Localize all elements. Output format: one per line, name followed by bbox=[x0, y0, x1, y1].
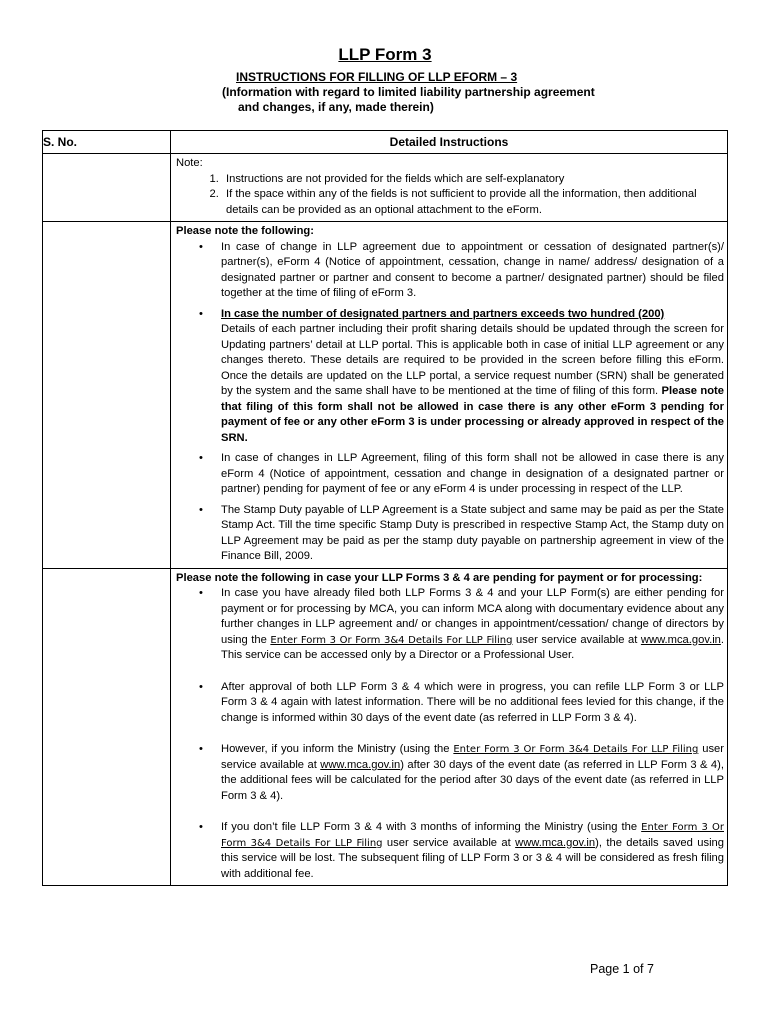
bullet-icon: • bbox=[199, 452, 203, 464]
list-item bbox=[176, 240, 724, 302]
bullet-list bbox=[176, 586, 724, 882]
list-item bbox=[176, 307, 724, 447]
list-item bbox=[176, 503, 724, 565]
bullet-text: . This service can be accessed only by a Director or a Professional User. bbox=[221, 633, 725, 661]
mca-url-link[interactable]: www.mca.gov.in bbox=[515, 836, 596, 849]
bullet-icon: • bbox=[199, 587, 203, 599]
page-number: Page 1 of 7 bbox=[590, 962, 654, 976]
section-heading: Please note the following in case your LLP Forms 3 & 4 are pending for payment or for processing: bbox=[176, 571, 703, 584]
bullet-icon: • bbox=[199, 821, 203, 833]
bullet-text: After approval of both LLP Form 3 & 4 which were in progress, you can refile LLP Form 3 or LLP Form 3 & 4 again with latest information. There will be no additional fees levied for this change, if the change is informed within 30 days of the event date (as referred in LLP Form 3 & 4). bbox=[221, 680, 724, 724]
note-title: Note: bbox=[176, 157, 203, 169]
bullet-icon: • bbox=[199, 307, 203, 320]
list-item bbox=[176, 586, 724, 664]
bullet-text: The Stamp Duty payable of LLP Agreement is a State subject and same may be paid as per the State Stamp Act. Till the time specific Stamp Duty is prescribed in respective Stamp Act, the Stamp duty on LLP Agreement may be paid as per the stamp duty payable on partnership agreement in view of the Finance Bill, 2009. bbox=[221, 503, 724, 562]
bullet-text: user service available at bbox=[382, 836, 516, 849]
bullet-text: ), the details saved using this service will be lost. The subsequent filing of LLP Form 3 or 3 & 4 will be considered as fresh filing with additional fee. bbox=[221, 836, 725, 880]
details-cell bbox=[171, 568, 728, 886]
subtitle-line-2: (Information with regard to limited liability partnership agreement bbox=[222, 85, 595, 99]
details-cell bbox=[171, 222, 728, 569]
service-link[interactable]: Enter Form 3 Or Form 3&4 Details For LLP Filing bbox=[221, 822, 724, 849]
list-item bbox=[176, 820, 724, 882]
sno-cell bbox=[43, 222, 171, 569]
table-row-section-1 bbox=[43, 222, 728, 569]
instructions-table bbox=[42, 130, 728, 886]
bullet-text: In case of changes in LLP Agreement, filing of this form shall not be allowed in case there is any eForm 4 (Notice of appointment, cessation and change in designation of a designated partner or partner) pending for payment of fee or any eForm 4 is under processing in respect of the LLP. bbox=[221, 452, 724, 495]
sno-cell bbox=[43, 568, 171, 886]
bullet-text: user service available at bbox=[221, 743, 724, 771]
note-list bbox=[176, 172, 724, 219]
list-item bbox=[176, 742, 724, 804]
bullet-icon: • bbox=[199, 503, 203, 516]
note-item: 2. If the space within any of the fields is not sufficient to provide all the information, then additional details can be provided as an optional attachment to the eForm. bbox=[222, 187, 724, 218]
subtitle-line-3: and changes, if any, made therein) bbox=[238, 100, 434, 114]
table-row-note bbox=[43, 154, 728, 222]
bullet-bold-text: Please note that filing of this form shall not be allowed in case there is any other eForm 3 pending for payment of fee or any other eForm 3 is under processing or already approved in respect of the SRN. bbox=[221, 385, 725, 444]
table-row-section-2 bbox=[43, 568, 728, 886]
sno-cell bbox=[43, 154, 171, 222]
bullet-icon: • bbox=[199, 240, 203, 253]
note-item: 1. Instructions are not provided for the fields which are self-explanatory bbox=[222, 172, 724, 188]
bullet-icon: • bbox=[199, 680, 203, 693]
bullet-text: However, if you inform the Ministry (using the bbox=[221, 743, 454, 755]
bullet-heading: In case the number of designated partners and partners exceeds two hundred (200) bbox=[221, 307, 665, 320]
table-header-row bbox=[43, 131, 728, 154]
details-cell bbox=[171, 154, 728, 222]
service-link[interactable]: Enter Form 3 Or Form 3&4 Details For LLP Filing bbox=[270, 634, 513, 646]
subtitle-line-1: INSTRUCTIONS FOR FILLING OF LLP EFORM – 3 bbox=[236, 70, 518, 84]
col-header-details: Detailed Instructions bbox=[171, 131, 728, 154]
mca-url-link[interactable]: www.mca.gov.in bbox=[320, 758, 401, 771]
bullet-text: ) after 30 days of the event date (as referred in LLP Form 3 & 4), the additional fees will be calculated for the period after 30 days of the event date (as referred in LLP Form 3 & 4). bbox=[221, 758, 724, 802]
bullet-text: user service available at bbox=[512, 633, 641, 646]
page-title: LLP Form 3 bbox=[338, 45, 432, 64]
bullet-text: Details of each partner including their profit sharing details should be updated through the screen for Updating partners’ detail at LLP portal. This is applicable both in case of initial LLP agreement or any changes thereto. These details are required to be provided in the screen before filling this eForm. Once the details are updated on the LLP portal, a service request number (SRN) shall be generated by the system and the same shall have to be mentioned at the time of filing of this form. bbox=[221, 323, 724, 397]
service-link[interactable]: Enter Form 3 Or Form 3&4 Details For LLP Filing bbox=[453, 744, 699, 755]
bullet-text: In case of change in LLP agreement due to appointment or cessation of designated partner(s)/ partner(s), eForm 4 (Notice of appointment, cessation, change in name/ address/ designation of a designated partner or partner and consent to become a partner/ designated partner) should be filed together at the time of filing of eForm 3. bbox=[221, 240, 724, 299]
section-heading: Please note the following: bbox=[176, 225, 314, 237]
bullet-list bbox=[176, 240, 724, 565]
bullet-icon: • bbox=[199, 743, 203, 755]
col-header-sno: S. No. bbox=[43, 131, 171, 154]
bullet-text: If you don’t file LLP Form 3 & 4 with 3 months of informing the Ministry (using the bbox=[221, 821, 642, 833]
list-item bbox=[176, 680, 724, 727]
list-item bbox=[176, 451, 724, 498]
bullet-text: In case you have already filed both LLP Forms 3 & 4 and your LLP Form(s) are either pending for payment or for processing by MCA, you can inform MCA along with documentary evidence about any further changes in LLP agreement and/ or changes in appointment/cessation/ change of directors by using the bbox=[221, 587, 724, 646]
mca-url-link[interactable]: www.mca.gov.in bbox=[640, 633, 721, 646]
